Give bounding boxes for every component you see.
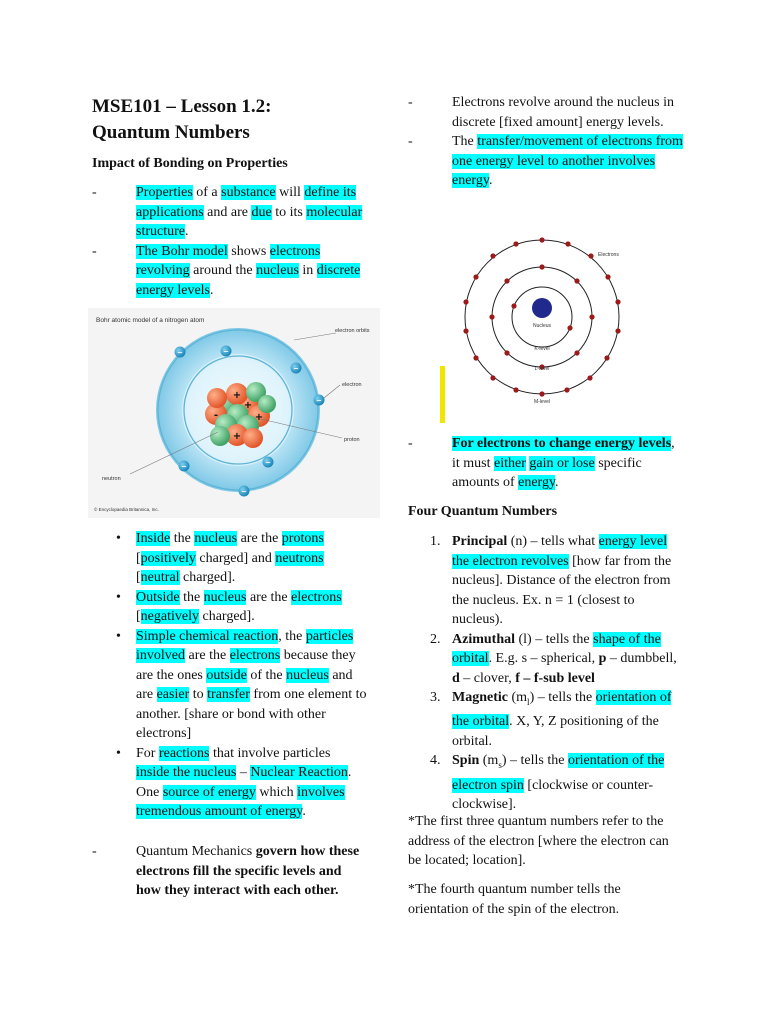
text-run: from one element to another. [share or bond with other electrons] [136, 687, 367, 741]
text-run: shows [227, 243, 270, 259]
text-run: . [210, 282, 214, 298]
impact-list [92, 183, 367, 300]
item-text [452, 690, 671, 749]
item-text [452, 753, 664, 812]
highlighted-text: inside the nucleus [136, 765, 237, 780]
electron-sign: − [223, 347, 229, 356]
text-run: ) – tells the [501, 753, 568, 769]
highlighted-text: involves [297, 784, 345, 800]
bullet-item [92, 588, 367, 627]
change-energy-item [408, 434, 683, 493]
text-run: will [275, 185, 305, 200]
text-run: For [136, 745, 159, 761]
text-run: are the [185, 648, 230, 663]
highlighted-text: electrons [291, 589, 342, 605]
quantum-number-item [408, 751, 683, 814]
highlighted-text: reactions [158, 745, 210, 761]
label-neutron: neutron [102, 476, 121, 482]
bold-text: f – f-sub level [515, 670, 595, 686]
highlighted-text: For electrons to change energy levels [452, 436, 672, 451]
bullet-item [92, 627, 367, 744]
text-run: , it must [452, 436, 675, 471]
text-run: , the [278, 628, 306, 644]
item-number: 3. [430, 690, 441, 705]
text-run: in [298, 263, 317, 278]
text-run: [ [136, 570, 141, 585]
text-run: [ [136, 550, 141, 566]
text-run: (l) – tells the [515, 631, 594, 647]
impact-heading: Impact of Bonding on Properties [92, 156, 288, 171]
highlighted-text: involved [136, 648, 185, 663]
highlighted-text: discrete energy levels [136, 263, 361, 298]
highlighted-text: Outside [136, 589, 180, 605]
highlighted-text: transfer [207, 687, 250, 702]
item-number: 1. [430, 534, 441, 549]
proton-sign: + [232, 390, 242, 401]
label-electron-orbits: electron orbits [335, 328, 370, 334]
four-quantum-heading: Four Quantum Numbers [408, 504, 558, 519]
text-run: (m [507, 690, 528, 705]
nucleus-dot [532, 298, 552, 318]
text-run: . [302, 804, 306, 819]
label-electron: electron [342, 382, 362, 388]
right-top-list [408, 93, 683, 191]
highlighted-text: gain or lose [529, 455, 595, 471]
proton-sign: + [232, 431, 242, 442]
text-run: l [527, 696, 530, 707]
note-fourth: *The fourth quantum number tells the orientation of the spin of the electron. [408, 882, 621, 917]
highlighted-text: Simple chemical reaction [136, 628, 279, 644]
highlighted-text: particles [305, 628, 354, 644]
electron-sign: − [241, 487, 247, 496]
highlighted-text: nucleus [203, 589, 247, 605]
text-run: charged]. [198, 609, 255, 624]
bold-text: Principal [452, 534, 508, 549]
highlighted-text: positively [140, 550, 196, 566]
text-run: the [170, 531, 195, 546]
highlighted-text: energy [518, 475, 556, 490]
bold-text: Magnetic [452, 690, 508, 705]
electron-sign: − [265, 458, 271, 467]
electron-sign: − [316, 396, 322, 405]
text-run: Electrons revolve around the nucleus in discrete [fixed amount] energy levels. [452, 95, 674, 130]
figure-title: Bohr atomic model of a nitrogen atom [96, 317, 205, 324]
title-line-1: MSE101 – Lesson 1.2: [92, 96, 272, 117]
page-title [92, 94, 402, 146]
highlighted-text: source of energy [162, 784, 256, 800]
nucleus-minus: - [213, 410, 219, 421]
text-run: Quantum Mechanics [136, 844, 256, 859]
text-run: The [452, 134, 478, 149]
highlighted-text: substance [221, 185, 276, 200]
bohr-nitrogen-figure [88, 308, 380, 518]
text-run: [ [136, 609, 141, 624]
text-run: charged] and [195, 550, 276, 566]
text-run: which [255, 784, 298, 800]
text-run: . X, Y, Z positioning of the orbital. [452, 714, 659, 749]
label-proton: proton [344, 437, 360, 443]
label-nucleus: Nucleus [532, 323, 552, 329]
change-energy-list [408, 434, 683, 493]
highlighted-text: Inside [136, 531, 171, 546]
text-run: are the [246, 589, 292, 605]
text-run: s [498, 760, 502, 771]
highlighted-text: tremendous amount of energy [136, 804, 303, 819]
proton-sign: + [243, 400, 253, 411]
highlighted-text: neutral [140, 570, 180, 585]
highlighted-text: due [251, 204, 272, 220]
electron-sign: − [181, 462, 187, 471]
item-number: 2. [430, 631, 441, 647]
text-run: around the [189, 263, 257, 278]
highlighted-text: nucleus [256, 263, 299, 278]
quantum-number-item [408, 688, 683, 751]
proton-sign: + [254, 412, 264, 423]
label-electrons: Electrons [598, 252, 619, 258]
quantum-number-list [408, 532, 683, 815]
item-number: 4. [430, 753, 441, 769]
highlighted-text: electrons revolving [136, 243, 321, 278]
text-run: . E.g. s – spherical, [488, 651, 599, 666]
highlighted-text: orientation of the electron spin [452, 753, 665, 793]
text-run: ) – tells the [529, 690, 596, 705]
label-k-level: K-level [534, 346, 550, 352]
energy-levels-figure [440, 218, 645, 423]
quantum-mechanics-item [92, 842, 367, 901]
nucleus-bullets [92, 529, 367, 822]
note-first-three: *The first three quantum numbers refer to the address of the electron [where the electron can be located; location]. [408, 814, 669, 868]
text-run: – [236, 765, 251, 780]
text-run: of a [192, 185, 222, 200]
yellow-margin-mark [440, 366, 445, 423]
electron-sign: − [177, 348, 183, 357]
bullet-item [92, 744, 367, 822]
text-run: – dumbbell, [606, 651, 677, 666]
right-top-item [408, 132, 683, 191]
text-run: and are [203, 204, 252, 220]
text-run: because they are the ones [136, 648, 356, 683]
text-run: . [555, 475, 559, 490]
highlighted-text: Properties [136, 185, 193, 200]
text-run: to its [271, 204, 307, 220]
highlighted-text: transfer/movement of electrons from one energy level to another involves energy [452, 134, 683, 188]
highlighted-text: either [494, 455, 526, 471]
highlighted-text: define its applications [136, 185, 357, 220]
right-top-item [408, 93, 683, 132]
text-run: . One [136, 765, 352, 800]
bold-text: p [598, 651, 607, 666]
quantum-number-item [408, 630, 683, 689]
highlighted-text: electrons [229, 648, 281, 663]
highlighted-text: easier [156, 687, 190, 702]
highlighted-text: shape of the orbital [452, 631, 661, 666]
text-run: . [184, 224, 189, 239]
bullet-item [92, 529, 367, 588]
label-m-level: M-level [533, 399, 551, 405]
text-run: the [179, 589, 204, 605]
text-run: charged]. [179, 570, 236, 585]
highlighted-text: Nuclear Reaction [250, 765, 348, 780]
impact-item [92, 183, 367, 242]
highlighted-text: protons [281, 531, 324, 546]
highlighted-text: energy level the electron revolves [452, 534, 668, 569]
text-run: are the [237, 531, 282, 546]
highlighted-text: molecular structure [136, 204, 363, 239]
text-run: . [488, 173, 493, 188]
quantum-mechanics-list [92, 842, 367, 901]
highlighted-text: nucleus [286, 667, 329, 683]
figure-credit: © Encyclopaedia Britannica, Inc. [94, 507, 159, 512]
bold-text: d [452, 670, 460, 686]
item-text [452, 534, 671, 627]
text-run: [clockwise or counter-clockwise]. [452, 777, 654, 813]
label-l-level: L-level [534, 366, 550, 372]
impact-item [92, 242, 367, 301]
item-text [452, 632, 677, 686]
highlighted-text: orientation of the orbital [452, 690, 672, 730]
highlighted-text: The Bohr model [136, 243, 228, 259]
text-run: – clover, [459, 670, 516, 686]
text-run: that involve particles [209, 745, 331, 761]
quantum-number-item [408, 532, 683, 630]
text-run: (n) – tells what [507, 534, 599, 549]
electron-sign: − [293, 364, 299, 373]
text-run: to [189, 687, 208, 702]
text-run: specific amounts of [452, 455, 642, 490]
highlighted-text: negatively [140, 609, 199, 624]
bold-text: Spin [452, 753, 480, 769]
text-run: and are [136, 667, 353, 702]
text-run: (m [479, 753, 499, 769]
text-run: of the [246, 667, 287, 683]
highlighted-text: nucleus [194, 531, 238, 546]
bold-text: govern how these electrons fill the specific levels and how they interact with each other. [136, 844, 360, 898]
title-line-2: Quantum Numbers [92, 122, 250, 143]
text-run: [how far from the nucleus]. Distance of the electron from the nucleus. Ex. n = 1 (closest to nucleus). [452, 553, 672, 627]
bold-text: Azimuthal [452, 631, 515, 647]
highlighted-text: neutrons [275, 550, 324, 566]
highlighted-text: outside [206, 667, 247, 683]
